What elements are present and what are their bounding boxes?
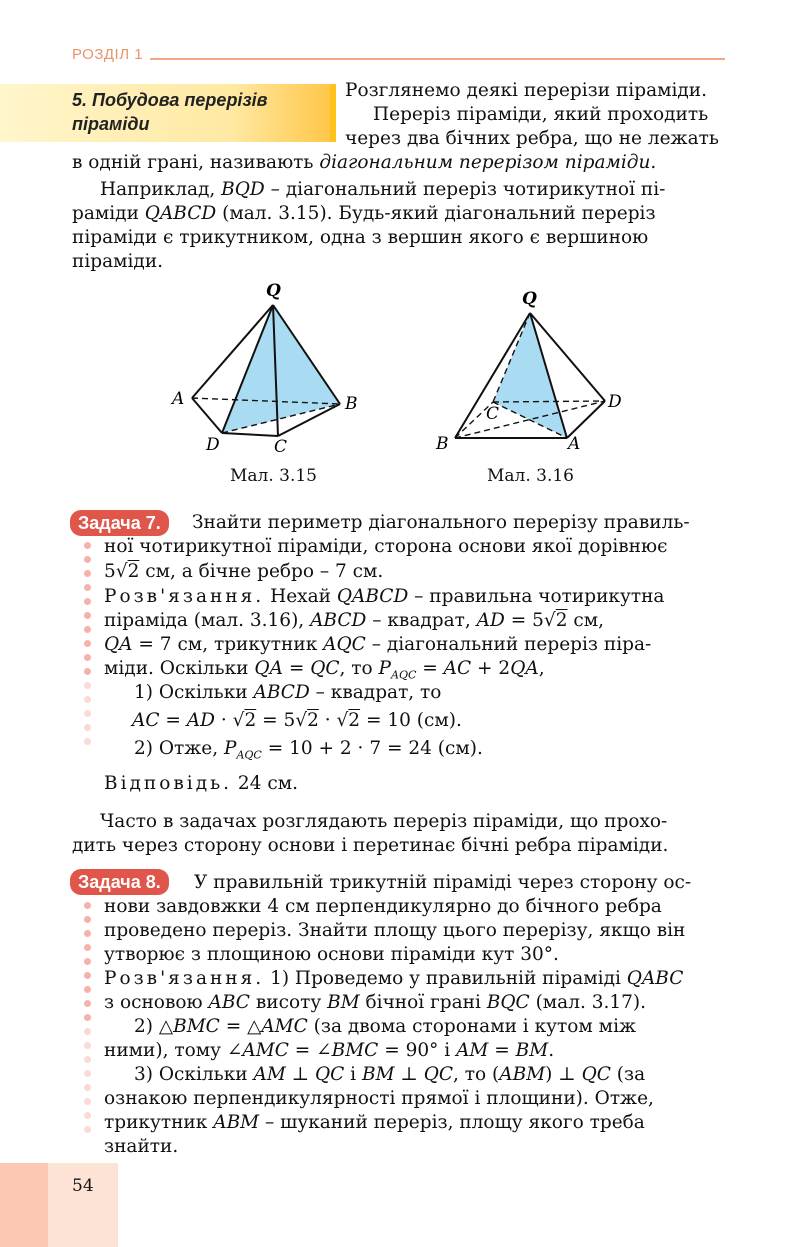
dot bbox=[84, 696, 91, 703]
label-b: B bbox=[436, 434, 449, 454]
para2-line-4: піраміди. bbox=[72, 251, 164, 272]
radicand: 2 bbox=[307, 710, 319, 731]
task-7-text-3 bbox=[104, 560, 383, 584]
intro-line-4 bbox=[72, 151, 656, 175]
dot bbox=[84, 1000, 91, 1007]
task-7-solution-6 bbox=[132, 709, 462, 733]
dot bbox=[84, 654, 91, 661]
figure-3-16 bbox=[430, 285, 630, 460]
section-title: 5. Побудова перерізів піраміди bbox=[72, 90, 268, 134]
dot bbox=[84, 902, 91, 909]
task-8-text-1: У правильній трикутній піраміді через сторону ос- bbox=[194, 872, 692, 893]
math: BQD bbox=[221, 179, 265, 200]
label-q: Q bbox=[266, 281, 281, 301]
footer-decoration bbox=[0, 1163, 48, 1247]
text: = ∠ bbox=[288, 1040, 332, 1061]
text: см, bbox=[567, 610, 604, 631]
math: ABC bbox=[208, 992, 250, 1013]
dot bbox=[84, 1042, 91, 1049]
figure-3-15 bbox=[170, 278, 370, 458]
dot bbox=[84, 1070, 91, 1077]
sqrt: √2 bbox=[336, 710, 361, 731]
text: 2) △ bbox=[134, 1016, 174, 1037]
task-8-text-2: нови завдовжки 4 см перпендикулярно до бічного ребра bbox=[104, 896, 662, 917]
task-8-text-4: утворює з площиною основи піраміди кут 30°. bbox=[104, 944, 559, 965]
term-diagonal-section: діагональним перерізом піраміди bbox=[319, 152, 651, 173]
text: ⊥ bbox=[394, 1064, 424, 1085]
text: = bbox=[282, 658, 311, 679]
dot bbox=[84, 1126, 91, 1133]
para2-line-3: піраміди є трикутником, одна з вершин якого є вершиною bbox=[72, 227, 649, 248]
task-7-badge: Задача 7. bbox=[70, 510, 169, 536]
text: ) ⊥ bbox=[545, 1064, 582, 1085]
math: P bbox=[378, 658, 391, 679]
math: QA bbox=[104, 634, 133, 655]
text: = 90° і bbox=[378, 1040, 457, 1061]
radicand: 2 bbox=[555, 610, 568, 631]
math: QC bbox=[310, 658, 340, 679]
math: ABM bbox=[213, 1112, 260, 1133]
text: = △ bbox=[219, 1016, 262, 1037]
text: + 2 bbox=[471, 658, 511, 679]
text: Нехай bbox=[264, 586, 337, 607]
text: = 7 см, трикутник bbox=[132, 634, 324, 655]
edge-dc bbox=[222, 433, 278, 436]
text: = bbox=[488, 1040, 516, 1061]
task-8-solution-6: ознакою перпендикулярності прямої і площини). Отже, bbox=[104, 1088, 654, 1109]
intro-line-1: Розглянемо деякі перерізи піраміди. bbox=[345, 80, 708, 101]
label-q: Q bbox=[522, 289, 537, 309]
text: = bbox=[416, 658, 444, 679]
text: = 5 bbox=[256, 710, 296, 731]
dot bbox=[84, 1028, 91, 1035]
task-7-solution-7 bbox=[134, 737, 483, 768]
math: QC bbox=[314, 1064, 345, 1085]
page-number: 54 bbox=[72, 1176, 94, 1196]
text: 1) Проведемо у правильній піраміді bbox=[264, 968, 627, 989]
math: AD bbox=[186, 710, 215, 731]
task-7-solution-2 bbox=[104, 609, 604, 633]
task-8-text-3: проведено переріз. Знайти площу цього перерізу, якщо він bbox=[104, 920, 686, 941]
math: QC bbox=[581, 1064, 611, 1085]
dot bbox=[84, 1112, 91, 1119]
text: – квадрат, bbox=[366, 610, 477, 631]
math: AM bbox=[253, 1064, 286, 1085]
dot bbox=[84, 584, 91, 591]
text: піраміда (мал. 3.16), bbox=[104, 610, 311, 631]
dot bbox=[84, 556, 91, 563]
math: BMC bbox=[331, 1040, 379, 1061]
text: (за двома сторонами і кутом між bbox=[307, 1016, 637, 1037]
dot bbox=[84, 986, 91, 993]
para2-line-2 bbox=[72, 202, 656, 226]
radicand: 2 bbox=[244, 710, 257, 731]
task-7-solution-1 bbox=[104, 585, 664, 609]
dot bbox=[84, 1056, 91, 1063]
edge-ad bbox=[192, 398, 222, 433]
math: BM bbox=[361, 1064, 395, 1085]
label-a: A bbox=[568, 434, 581, 454]
task-7-solution-3 bbox=[104, 633, 651, 657]
text: – діагональний переріз піра- bbox=[365, 634, 652, 655]
text: , то bbox=[339, 658, 379, 679]
dot bbox=[84, 626, 91, 633]
math: AQC bbox=[236, 748, 262, 762]
text: Наприклад, bbox=[100, 179, 222, 200]
text: міди. Оскільки bbox=[104, 658, 255, 679]
dot bbox=[84, 930, 91, 937]
text: = bbox=[159, 710, 187, 731]
text: (мал. 3.15). Будь-який діагональний переріз bbox=[216, 203, 656, 224]
solution-label: Розв'язання. bbox=[104, 968, 265, 989]
dot bbox=[84, 738, 91, 745]
math: QABCD bbox=[336, 586, 409, 607]
edge-ad bbox=[567, 401, 605, 438]
math: AQC bbox=[323, 634, 366, 655]
label-b: B bbox=[345, 394, 358, 414]
math: BM bbox=[515, 1040, 549, 1061]
label-d: D bbox=[608, 392, 622, 412]
math: BMC bbox=[173, 1016, 220, 1037]
math: AM bbox=[456, 1040, 489, 1061]
text: – діагональний переріз чотирикутної пі- bbox=[264, 179, 666, 200]
math: QA bbox=[254, 658, 283, 679]
task-8-solution-8: знайти. bbox=[104, 1136, 179, 1157]
text: · bbox=[318, 710, 337, 731]
dot bbox=[84, 612, 91, 619]
text: – квадрат, то bbox=[309, 682, 442, 703]
task-8-solution-5 bbox=[134, 1063, 645, 1087]
text: – правильна чотирикутна bbox=[408, 586, 665, 607]
dot bbox=[84, 972, 91, 979]
math: QA bbox=[510, 658, 539, 679]
text: і bbox=[344, 1064, 362, 1085]
dot bbox=[84, 542, 91, 549]
answer-label: Відповідь. bbox=[104, 773, 233, 794]
dot bbox=[84, 724, 91, 731]
text: раміди bbox=[72, 203, 145, 224]
label-d: D bbox=[206, 435, 220, 455]
label-a: A bbox=[172, 389, 185, 409]
task-8-solution-7 bbox=[104, 1111, 645, 1135]
dot bbox=[84, 682, 91, 689]
text: – шуканий переріз, площу якого треба bbox=[259, 1112, 645, 1133]
math: BQC bbox=[486, 992, 530, 1013]
text: ⊥ bbox=[285, 1064, 315, 1085]
dot bbox=[84, 668, 91, 675]
caption-3-16: Мал. 3.16 bbox=[487, 466, 575, 486]
dot bbox=[84, 598, 91, 605]
task-7-dots bbox=[84, 542, 92, 752]
text: . bbox=[548, 1040, 555, 1061]
text: = 10 (см). bbox=[360, 710, 462, 731]
header-rule bbox=[150, 58, 725, 60]
radicand: 2 bbox=[348, 710, 361, 731]
para2-line-1 bbox=[100, 178, 665, 202]
task-8-solution-2 bbox=[104, 991, 646, 1015]
dot bbox=[84, 958, 91, 965]
intro-line-3: через два бічних ребра, що не лежать bbox=[345, 128, 719, 149]
text: = 10 + 2 · 7 = 24 (см). bbox=[261, 738, 483, 759]
task-7-text-1: Знайти периметр діагонального перерізу правиль- bbox=[192, 512, 690, 533]
caption-3-15: Мал. 3.15 bbox=[230, 466, 318, 486]
answer-value: 24 см. bbox=[232, 773, 298, 794]
task-8-solution-3 bbox=[134, 1015, 636, 1039]
math: AC bbox=[132, 710, 160, 731]
task-8-solution-4 bbox=[104, 1039, 554, 1063]
math: QABCD bbox=[144, 203, 217, 224]
dot bbox=[84, 640, 91, 647]
text: в одній грані, називають bbox=[72, 152, 320, 173]
text: (мал. 3.17). bbox=[529, 992, 647, 1013]
sqrt: √2 bbox=[232, 710, 257, 731]
text: бічної грані bbox=[359, 992, 487, 1013]
sqrt: √2 bbox=[295, 710, 319, 731]
task-7-text-2: ної чотирикутної піраміди, сторона основи якої дорівнює bbox=[104, 536, 668, 557]
text: 1) Оскільки bbox=[134, 682, 254, 703]
task-7-answer bbox=[104, 772, 298, 796]
text: · bbox=[214, 710, 233, 731]
radicand: 2 bbox=[127, 561, 140, 582]
math: AMC bbox=[261, 1016, 308, 1037]
dot bbox=[84, 916, 91, 923]
dot bbox=[84, 710, 91, 717]
math: ABCD bbox=[310, 610, 367, 631]
solution-label: Розв'язання. bbox=[104, 586, 265, 607]
text: 3) Оскільки bbox=[134, 1064, 254, 1085]
task-8-dots bbox=[84, 902, 92, 1140]
text: , bbox=[538, 658, 545, 679]
dot bbox=[84, 944, 91, 951]
text: 2) Отже, bbox=[134, 738, 224, 759]
text: висоту bbox=[249, 992, 328, 1013]
text: 5 bbox=[104, 561, 116, 582]
para3-line-2: дить через сторону основи і перетинає бічні ребра піраміди. bbox=[72, 835, 669, 856]
text: (за bbox=[610, 1064, 646, 1085]
math: BM bbox=[327, 992, 360, 1013]
math: QABC bbox=[626, 968, 684, 989]
text: = 5 bbox=[504, 610, 544, 631]
text: ними), тому ∠ bbox=[104, 1040, 243, 1061]
math: ABCD bbox=[253, 682, 310, 703]
label-c: C bbox=[486, 404, 500, 424]
text: , то ( bbox=[453, 1064, 500, 1085]
text: см, а бічне ребро – 7 см. bbox=[139, 561, 384, 582]
task-7-solution-5 bbox=[134, 681, 441, 705]
math: AQC bbox=[391, 668, 417, 682]
sqrt: √2 bbox=[543, 610, 568, 631]
math: AC bbox=[443, 658, 472, 679]
dot bbox=[84, 1098, 91, 1105]
task-8-badge: Задача 8. bbox=[70, 869, 169, 895]
math: ABM bbox=[499, 1064, 546, 1085]
chapter-label: РОЗДІЛ 1 bbox=[72, 46, 144, 63]
text: трикутник bbox=[104, 1112, 214, 1133]
dot bbox=[84, 1084, 91, 1091]
dot bbox=[84, 1014, 91, 1021]
intro-line-2: Переріз піраміди, який проходить bbox=[373, 104, 709, 125]
para3-line-1: Часто в задачах розглядають переріз піраміди, що прохо- bbox=[100, 811, 668, 832]
math: P bbox=[224, 738, 237, 759]
label-c: C bbox=[274, 437, 288, 457]
math: AD bbox=[476, 610, 505, 631]
dot bbox=[84, 570, 91, 577]
text: з основою bbox=[104, 992, 209, 1013]
sqrt: √2 bbox=[115, 561, 140, 582]
task-8-solution-1 bbox=[104, 967, 683, 991]
text: . bbox=[650, 152, 657, 173]
math: AMC bbox=[242, 1040, 289, 1061]
math: QC bbox=[423, 1064, 454, 1085]
